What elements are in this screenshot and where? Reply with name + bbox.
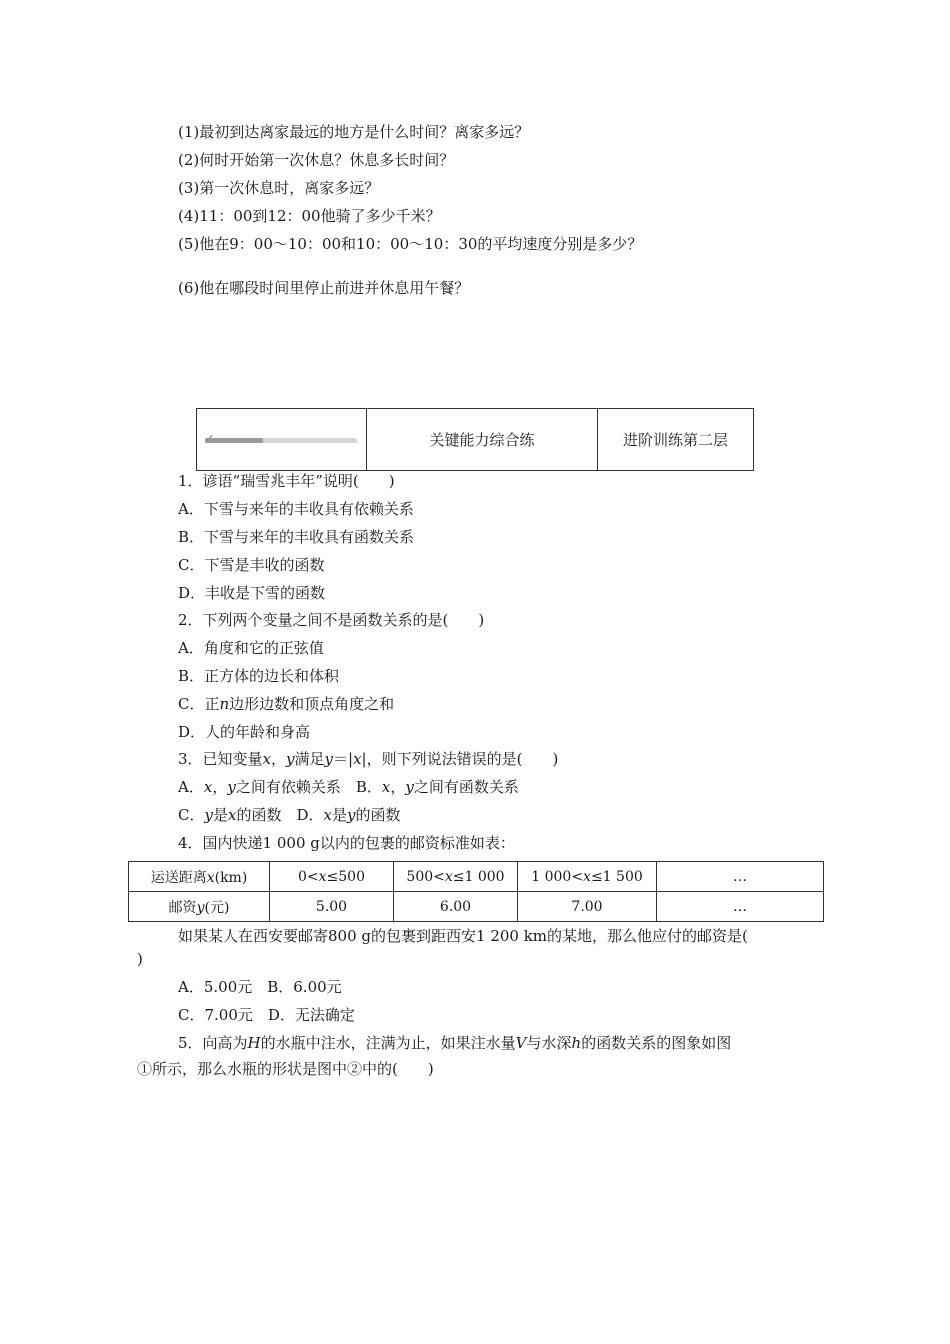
q3-s1: 3．已知变量 [178,750,263,768]
table-header-distance: 运送距离x(km) [129,862,270,892]
q1-option-a: A．下雪与来年的丰收具有依赖关系 [178,500,414,518]
q3-s3: 满足 [294,750,325,768]
var-x: x [262,750,272,768]
var-x: x [203,778,213,796]
var-y: y [204,806,213,824]
var-x: x [381,778,391,796]
q3-c-text: 的函数 D． [236,806,324,824]
var-y: y [346,806,356,824]
progress-cell [197,409,367,470]
table-cell: 6.00 [394,892,518,922]
q5-stem [178,1033,731,1053]
var-x: x [227,806,237,824]
comma: ， [212,778,228,796]
q3-stem [178,749,558,769]
comma: ， [390,778,406,796]
var-y: y [405,778,414,796]
section-banner [196,408,754,471]
q1-option-d: D．丰收是下雪的函数 [178,584,326,602]
q2-stem: 2．下列两个变量之间不是函数关系的是( ) [178,611,485,629]
q3-a-text: 之间有依赖关系 B． [235,778,382,796]
table-cell: … [657,892,824,922]
section-title: 关键能力综合练 [367,409,598,470]
question-3: (3)第一次休息时，离家多远？ [178,179,380,197]
q1-stem: 1．谚语“瑞雪兆丰年”说明( ) [178,472,395,490]
table-cell: … [657,862,824,892]
question-1: (1)最初到达离家最远的地方是什么时间？离家多远？ [178,123,530,141]
var-H: H [247,1034,261,1052]
q3-d-is: 是 [331,806,347,824]
table-cell: 0<x≤500 [270,862,394,892]
q3-options-cd [178,805,400,825]
q3-c-is: 是 [212,806,228,824]
var-x: x [353,750,362,768]
table-cell: 500<x≤1 000 [394,862,518,892]
var-y: y [227,778,236,796]
var-V: V [515,1034,527,1052]
q5-s4: 的函数关系的图象如图 [581,1034,732,1052]
section-level: 进阶训练第二层 [622,431,728,449]
table-row [129,892,824,922]
q4-followup-cont: ) [137,950,143,968]
var-n: n [219,695,230,713]
var-y: y [324,750,334,768]
q4-followup: 如果某人在西安要邮寄800 g的包裹到距西安1 200 km的某地，那么他应付的邮资是( [178,927,748,945]
var-h: h [571,1034,582,1052]
q2-option-c [178,694,394,714]
check-icon: ✔ [205,431,215,445]
q1-option-c: C．下雪是丰收的函数 [178,556,325,574]
q4-stem: 4．国内快递1 000 g以内的包裹的邮资标准如表： [178,834,515,852]
question-5: (5)他在9：00～10：00和10：00～10：30的平均速度分别是多少？ [178,235,643,253]
var-x: x [323,806,332,824]
postage-table [128,861,824,922]
q3-d-text: 的函数 [355,806,401,824]
q2-c-post: 边形边数和顶点角度之和 [229,695,395,713]
q4-options-cd: C．7.00元 D．无法确定 [178,1006,355,1024]
q2-c-pre: C．正 [178,695,220,713]
q5-stem-cont: ①所示，那么水瓶的形状是图中②中的( ) [137,1060,434,1078]
progress-bar [205,431,357,445]
q3-options-ab [178,777,519,797]
question-6: (6)他在哪段时间里停止前进并休息用午餐？ [178,279,470,297]
question-2: (2)何时开始第一次休息？休息多长时间？ [178,151,455,169]
q5-s1: 5．向高为 [178,1034,248,1052]
table-row [129,862,824,892]
table-cell: 5.00 [270,892,394,922]
q2-option-a: A．角度和它的正弦值 [178,639,324,657]
question-4: (4)11：00到12：00他骑了多少千米？ [178,207,441,225]
table-cell: 1 000<x≤1 500 [518,862,657,892]
q3-s2: ， [271,750,287,768]
q3-s4: ＝| [333,750,354,768]
q3-c-label: C． [178,806,205,824]
table-header-postage: 邮资y(元) [129,892,270,922]
q3-s5: |，则下列说法错误的是( ) [361,750,559,768]
q4-options-ab: A．5.00元 B．6.00元 [178,978,342,996]
q2-option-d: D．人的年龄和身高 [178,723,311,741]
q5-s3: 与水深 [526,1034,572,1052]
q2-option-b: B．正方体的边长和体积 [178,667,340,685]
q3-a-label: A． [178,778,204,796]
var-y: y [286,750,295,768]
q5-s2: 的水瓶中注水，注满为止，如果注水量 [260,1034,516,1052]
q3-b-text: 之间有函数关系 [413,778,519,796]
q1-option-b: B．下雪与来年的丰收具有函数关系 [178,528,415,546]
table-cell: 7.00 [518,892,657,922]
